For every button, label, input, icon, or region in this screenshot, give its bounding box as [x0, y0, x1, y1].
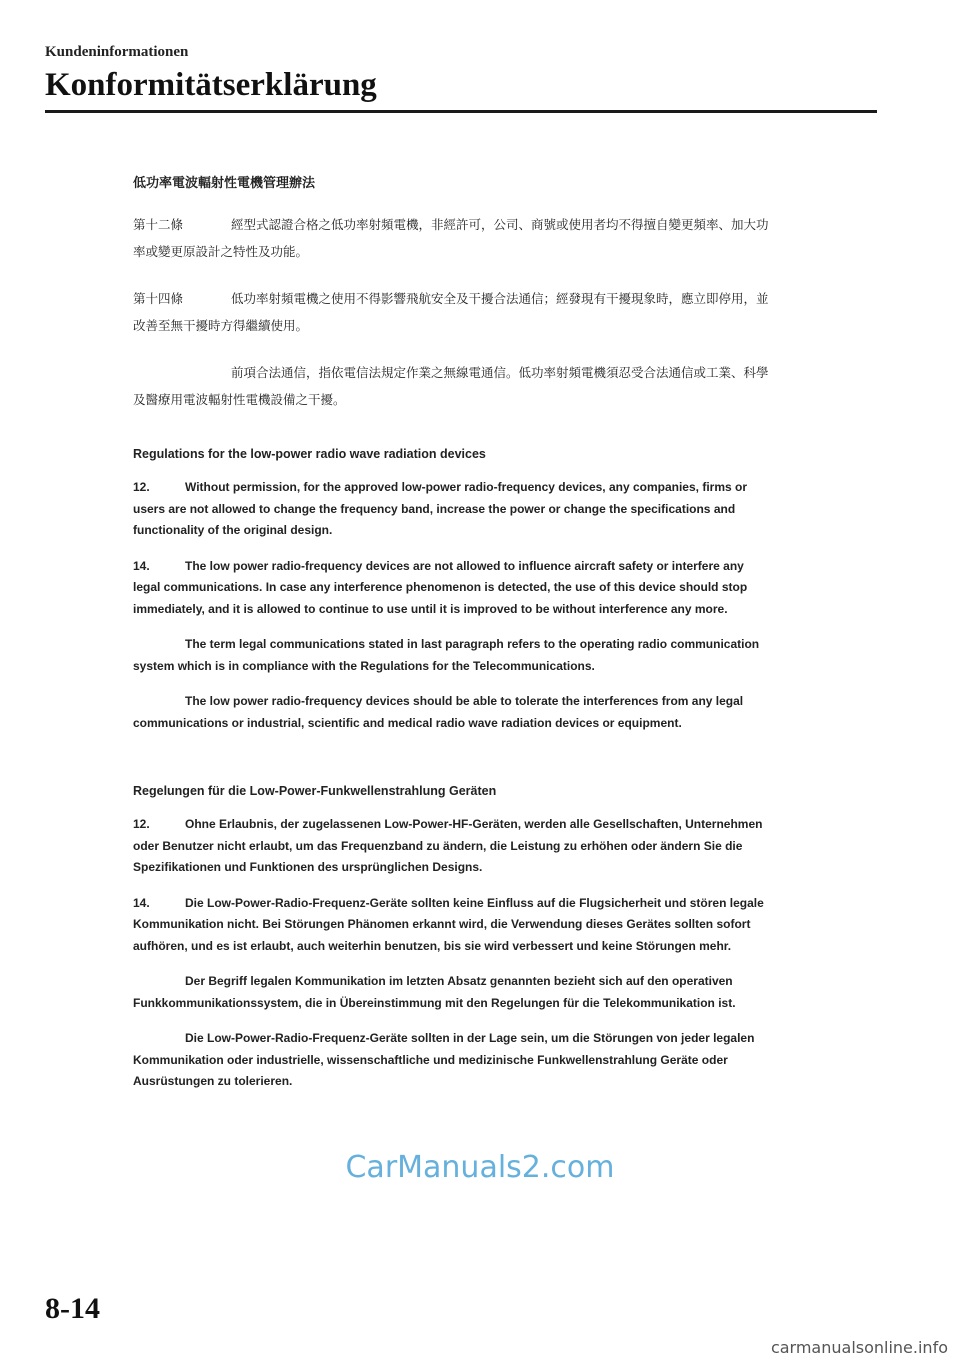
chinese-article-12: [133, 211, 773, 265]
english-regulation-section: [133, 447, 773, 734]
german-paragraph-4: Die Low-Power-Radio-Frequenz-Geräte sollten in der Lage sein, um die Störungen von jeder legalen Kommunikation oder industrielle, wissenschaftliche und medizinische Funkwellenstrahlung Geräte oder Ausrüstungen zu tolerieren.: [133, 1031, 755, 1088]
section-label: Kundeninformationen: [45, 44, 189, 60]
article-text: Without permission, for the approved low-power radio-frequency devices, any companies, firms or users are not allowed to change the frequency band, increase the power or change the specifications and functionality of the original design.: [133, 480, 748, 537]
footer-site-watermark: carmanualsonline.info: [770, 1338, 948, 1357]
document-body: [133, 172, 773, 1107]
german-article-12: [133, 814, 773, 879]
article-number: 14.: [133, 895, 150, 910]
english-article-12: [133, 477, 773, 542]
german-paragraph-3: Der Begriff legalen Kommunikation im letzten Absatz genannten bezieht sich auf den operativen Funkkommunikationssystem, die in Übereinstimmung mit den Regelungen für die Telekommunikation ist.: [133, 974, 736, 1010]
article-number: 第十四條: [133, 291, 184, 306]
watermark: CarManuals2.com: [345, 1150, 615, 1185]
chinese-article-14: [133, 285, 773, 339]
english-paragraph-3: The term legal communications stated in last paragraph refers to the operating radio communication system which is in compliance with the Regulations for the Telecommunications.: [133, 637, 760, 673]
german-article-14: [133, 893, 773, 958]
article-number: 12.: [133, 817, 150, 831]
english-title: Regulations for the low-power radio wave radiation devices: [133, 447, 486, 461]
chinese-title: 低功率電波輻射性電機管理辦法: [133, 176, 316, 191]
chinese-paragraph-3: 前項合法通信，指依電信法規定作業之無線電通信。低功率射頻電機須忍受合法通信或工業、科學及醫療用電波輻射性電機設備之干擾。: [133, 365, 769, 407]
german-regulation-section: [133, 784, 773, 1093]
page-title: Konformitätserklärung: [45, 67, 377, 103]
page-number: 8-14: [45, 1292, 100, 1325]
chinese-regulation-section: [133, 172, 773, 413]
title-divider: [45, 110, 877, 113]
article-text: The low power radio-frequency devices are not allowed to influence aircraft safety or interfere any legal communications. In case any interference phenomenon is detected, the use of this device should stop immediately, and it is allowed to continue to use until it is improved to be without interference any more.: [133, 558, 748, 616]
article-text: Die Low-Power-Radio-Frequenz-Geräte sollten keine Einfluss auf die Flugsicherheit und stören legale Kommunikation nicht. Bei Störungen Phänomen erkannt wird, die Verwendung dieses Gerätes sollten sofort aufhören, und es ist erlaubt, auch weiterhin benutzen, bis sie wird verbessert und keine Störungen mehr.: [133, 895, 764, 953]
article-text: 經型式認證合格之低功率射頻電機，非經許可，公司、商號或使用者均不得擅自變更頻率、加大功率或變更原設計之特性及功能。: [133, 217, 769, 259]
article-text: 低功率射頻電機之使用不得影響飛航安全及干擾合法通信；經發現有干擾現象時，應立即停用，並改善至無干擾時方得繼續使用。: [133, 291, 769, 333]
article-text: Ohne Erlaubnis, der zugelassenen Low-Power-HF-Geräten, werden alle Gesellschaften, Unternehmen oder Benutzer nicht erlaubt, um das Frequenzband zu ändern, die Leistung zu erhöhen oder ändern Sie die Spezifikationen und Funktionen des ursprünglichen Designs.: [133, 817, 763, 874]
german-title: Regelungen für die Low-Power-Funkwellenstrahlung Geräten: [133, 784, 497, 798]
article-number: 第十二條: [133, 217, 184, 232]
english-paragraph-4: The low power radio-frequency devices should be able to tolerate the interferences from any legal communications or industrial, scientific and medical radio wave radiation devices or equipment.: [133, 694, 744, 730]
article-number: 14.: [133, 558, 150, 573]
article-number: 12.: [133, 480, 150, 494]
english-article-14: [133, 556, 773, 621]
page-header: [45, 44, 877, 103]
